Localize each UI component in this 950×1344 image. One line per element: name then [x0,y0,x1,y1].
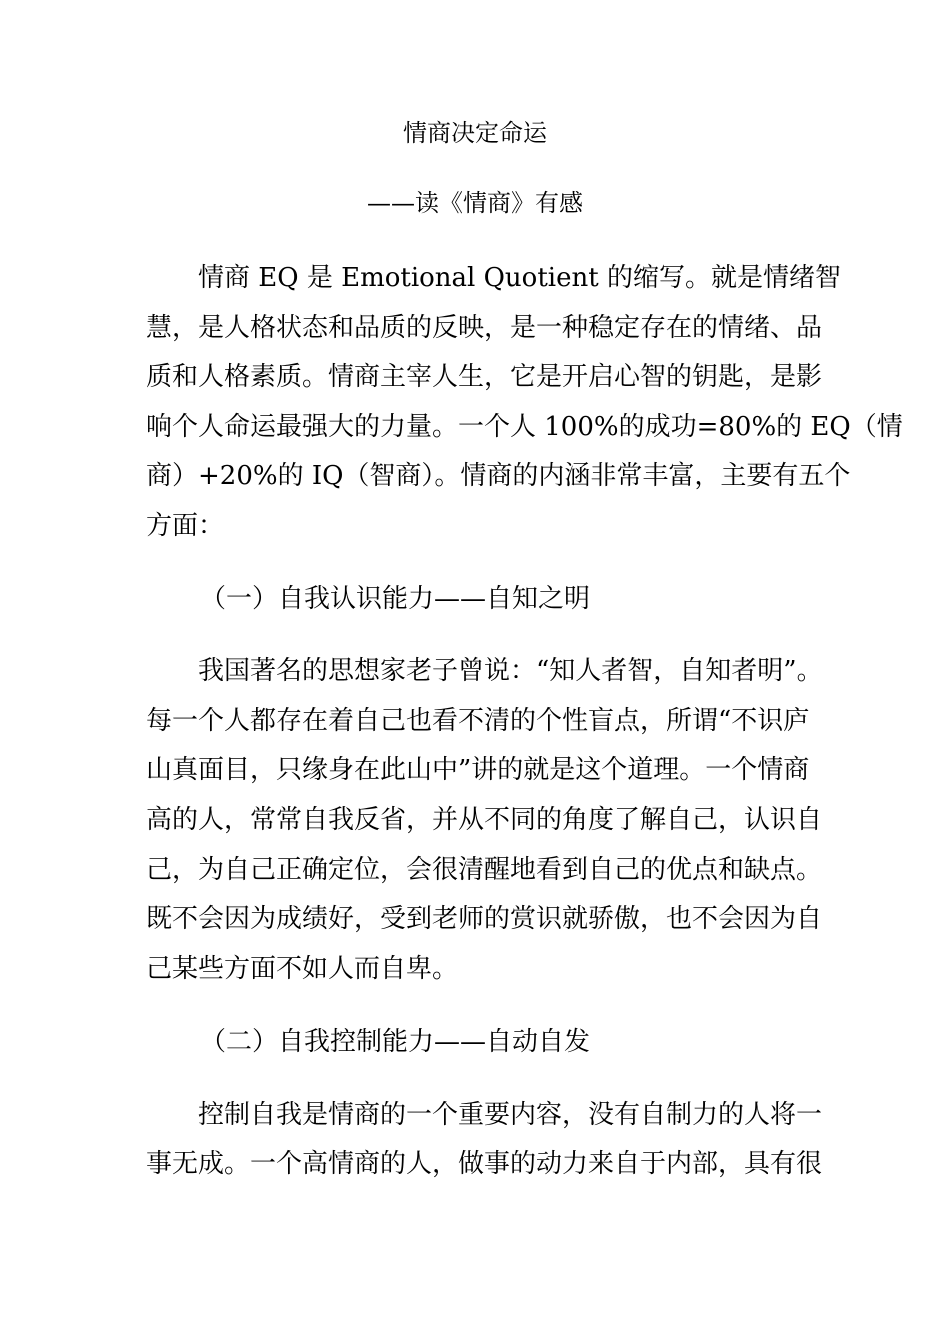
text-line: 事无成。一个高情商的人，做事的动力来自于内部，具有很 [146,1149,823,1179]
text-line: 己，为自己正确定位，会很清醒地看到自己的优点和缺点。 [146,855,823,885]
section-heading-1: （一）自我认识能力——自知之明 [200,584,591,614]
section-heading-2: （二）自我控制能力——自动自发 [200,1027,591,1057]
page-title: 情商决定命运 [403,119,547,147]
text-line: 高的人，常常自我反省，并从不同的角度了解自己，认识自 [146,805,823,835]
text-line: 既不会因为成绩好，受到老师的赏识就骄傲，也不会因为自 [146,904,823,934]
text-line: 商）+20%的 IQ（智商）。情商的内涵非常丰富，主要有五个 [146,461,851,491]
text-line: 控制自我是情商的一个重要内容，没有自制力的人将一 [146,1100,823,1130]
text-line: 我国著名的思想家老子曾说：“知人者智，自知者明”。 [146,656,823,686]
text-line: 慧，是人格状态和品质的反映，是一种稳定存在的情绪、品 [146,313,823,343]
text-line: 山真面目，只缘身在此山中”讲的就是这个道理。一个情商 [146,755,810,785]
text-line: 质和人格素质。情商主宰人生，它是开启心智的钥匙，是影 [146,362,823,392]
text-line: 每一个人都存在着自己也看不清的个性盲点，所谓“不识庐 [146,706,810,736]
text-line: 己某些方面不如人而自卑。 [146,954,459,984]
text-line: 响个人命运最强大的力量。一个人 100%的成功=80%的 EQ（情 [146,412,903,442]
text-line: 情商 EQ 是 Emotional Quotient 的缩写。就是情绪智 [146,263,841,293]
text-line: 方面： [146,511,225,541]
page-subtitle: ——读《情商》有感 [367,189,583,217]
